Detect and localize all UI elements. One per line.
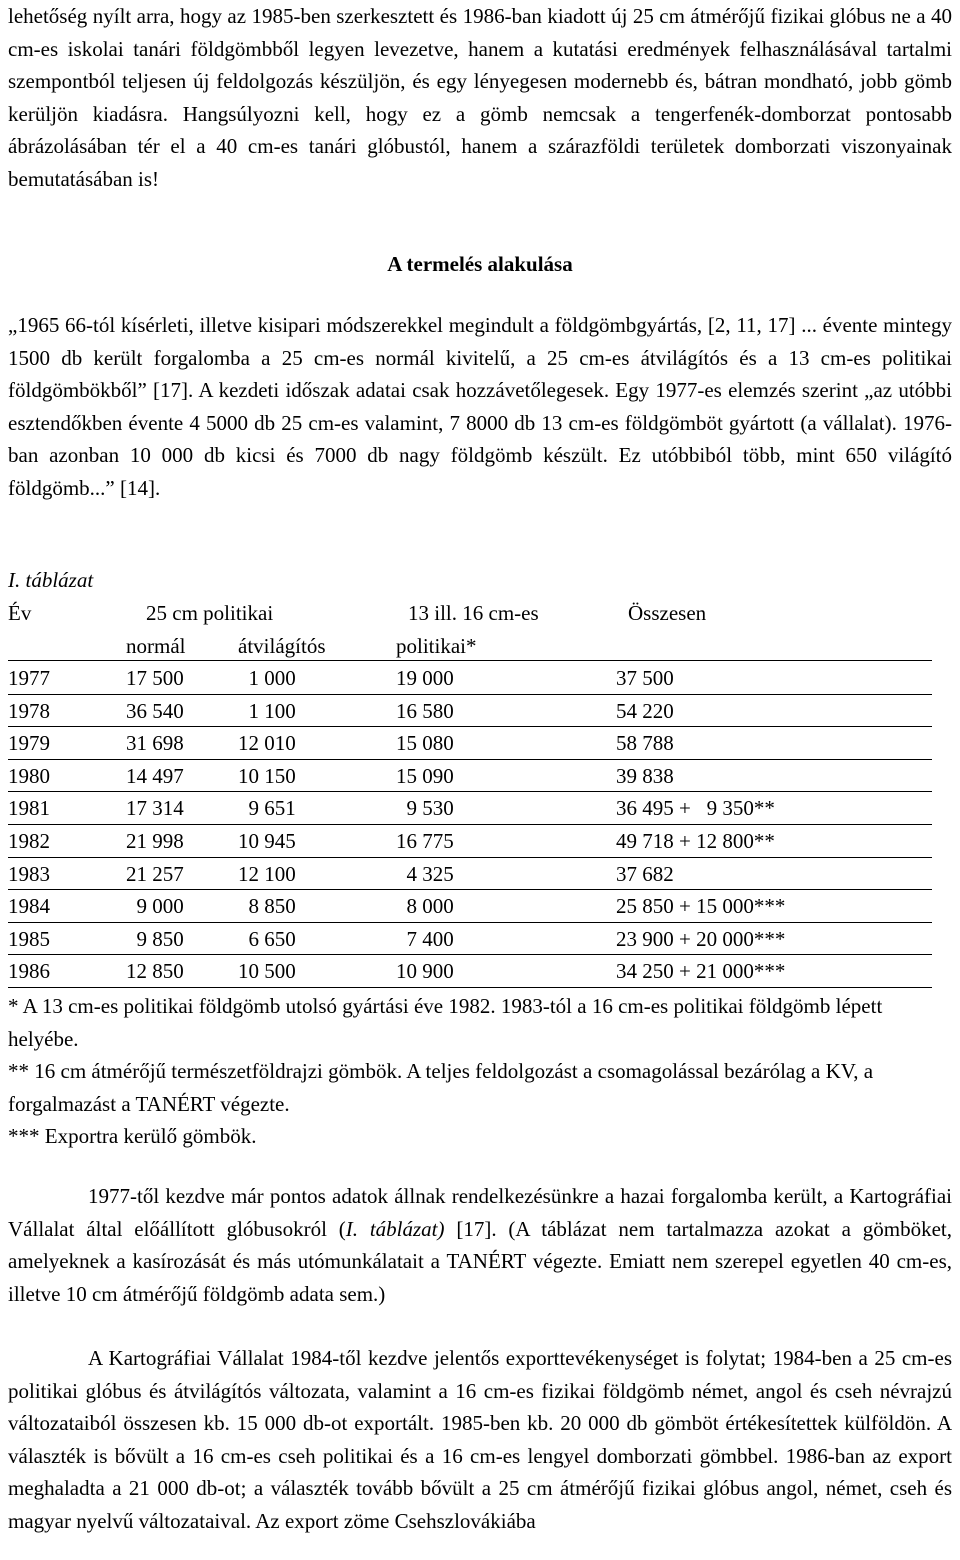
cell-year: 1977 (8, 666, 50, 690)
cell-politikai: 4 325 (396, 861, 454, 886)
table-footnote: ** 16 cm átmérőjű természetföldrajzi gömbök. A teljes feldolgozást a csomagolással bezárólag a KV, a forgalmazást a TANÉRT végezte. (8, 1059, 874, 1116)
table-row (8, 955, 952, 988)
table-label: I. táblázat (8, 568, 94, 592)
table-reference: I. táblázat) (345, 1216, 445, 1241)
cell-total: 54 220 (616, 698, 674, 723)
table-row (8, 890, 952, 923)
cell-normal: 9 850 (126, 926, 184, 951)
cell-total: 34 250 + 21 000*** (616, 959, 786, 984)
cell-atvilagitos: 10 500 (238, 959, 296, 984)
cell-politikai: 16 775 (396, 829, 454, 853)
table-row (8, 727, 952, 760)
cell-total: 39 838 (616, 763, 674, 788)
cell-total: 37 682 (616, 861, 674, 886)
table-header-row-1 (8, 597, 952, 630)
header-atvilagitos: átvilágítós (238, 634, 326, 658)
paragraph-1977-text-b: [17]. (A táblázat nem tartalmazza azokat a gömböket, amelyeknek a kasírozását és más utómunkálatait a TANÉRT végezte. Emiatt nem szerepel egyetlen 40 cm-es, illetve 10 cm átmérőjű földgömb adata sem.) (8, 1216, 952, 1306)
cell-normal: 12 850 (126, 959, 184, 984)
header-total: Összesen (628, 601, 707, 625)
header-13-16cm: 13 ill. 16 cm-es (408, 601, 539, 625)
table-rule (8, 987, 932, 988)
table-row (8, 760, 952, 793)
cell-politikai: 15 090 (396, 763, 454, 788)
cell-politikai: 19 000 (396, 666, 454, 690)
cell-normal: 21 998 (126, 829, 184, 853)
cell-total: 25 850 + 15 000*** (616, 894, 786, 919)
cell-year: 1979 (8, 731, 50, 756)
cell-total: 36 495 + 9 350** (616, 796, 775, 821)
paragraph-production-quote: „1965 66-tól kísérleti, illetve kisipari módszerekkel megindult a földgömbgyártás, [2, 11, 17] ... évente mintegy 1500 db került forgalomba a 25 cm-es normál kivitelű, a 25 cm-es átvilágítós és a 13 cm-es politikai földgömbökből” [17]. A kezdeti időszak adatai csak hozzávetőlegesek. Egy 1977-es elemzés szerint „az utóbbi esztendőkben évente 4 5000 db 25 cm-es valamint, 7 8000 db 13 cm-es földgömböt gyártott (a vállalat). 1976-ban azonban 10 000 db kicsi és 7000 db nagy földgömb készült. Ez utóbbiból több, mint 650 világító földgömb...” [14]. (8, 313, 952, 500)
cell-total: 37 500 (616, 666, 674, 690)
cell-year: 1983 (8, 861, 50, 886)
cell-atvilagitos: 8 850 (238, 894, 296, 919)
cell-atvilagitos: 6 650 (238, 926, 296, 951)
cell-normal: 9 000 (126, 894, 184, 919)
paragraph-1977-data (8, 1180, 952, 1310)
cell-atvilagitos: 10 945 (238, 829, 296, 853)
cell-atvilagitos: 1 000 (238, 666, 296, 690)
cell-year: 1980 (8, 763, 50, 788)
table-row (8, 662, 952, 695)
cell-year: 1978 (8, 698, 50, 723)
table-row (8, 923, 952, 956)
cell-politikai: 16 580 (396, 698, 454, 723)
header-25cm-politikai: 25 cm politikai (146, 601, 274, 625)
header-year: Év (8, 601, 32, 625)
cell-normal: 31 698 (126, 731, 184, 756)
table-footnote: * A 13 cm-es politikai földgömb utolsó gyártási éve 1982. 1983-tól a 16 cm-es politikai földgömb lépett helyébe. (8, 994, 883, 1051)
cell-normal: 36 540 (126, 698, 184, 723)
cell-politikai: 8 000 (396, 894, 454, 919)
table-rule (8, 660, 932, 661)
header-normal: normál (126, 634, 186, 658)
cell-year: 1981 (8, 796, 50, 821)
cell-normal: 14 497 (126, 763, 184, 788)
paragraph-globe-intro: lehetőség nyílt arra, hogy az 1985-ben szerkesztett és 1986-ban kiadott új 25 cm átmérőjű fizikai glóbus ne a 40 cm-es iskolai tanári földgömbből legyen levezetve, hanem a kutatási eredmények felhasználásával tartalmi szempontból teljesen új feldolgozás készüljön, és egy lényegesen modernebb és, bátran mondható, jobb gömb kerüljön kiadásra. Hangsúlyozni kell, hogy ez a gömb nemcsak a tengerfenék-domborzat pontosabb ábrázolásában tér el a 40 cm-es tanári glóbustól, hanem a szárazföldi területek domborzati viszonyainak bemutatásában is! (8, 4, 952, 191)
cell-atvilagitos: 10 150 (238, 763, 296, 788)
paragraph-export: A Kartográfiai Vállalat 1984-től kezdve jelentős exporttevékenységet is folytat; 1984-ben a 25 cm-es politikai glóbus és átvilágítós változata, valamint a 16 cm-es fizikai földgömb német, angol és cseh névrajzú változataiból összesen kb. 15 000 db-ot exportált. 1985-ben kb. 20 000 db gömböt értékesítettek külföldön. A választék is bővült a 16 cm-es cseh politikai és a 16 cm-es lengyel domborzati gömbbel. 1986-ban az export meghaladta a 21 000 db-ot; a választék tovább bővült a 25 cm átmérőjű fizikai glóbus angol, német, cseh és magyar nyelvű változataival. Az export zöme Csehszlovákiába (8, 1346, 952, 1533)
cell-normal: 17 500 (126, 666, 184, 690)
table-header-row-2 (8, 630, 952, 663)
cell-year: 1982 (8, 829, 50, 853)
cell-total: 23 900 + 20 000*** (616, 926, 786, 951)
paragraph-1977-text-a: 1977-től kezdve már pontos adatok állnak rendelkezésünkre a hazai forgalomba került, a Kartográfiai Vállalat által előállított glóbusokról ( (8, 1184, 952, 1241)
cell-atvilagitos: 12 010 (238, 731, 296, 756)
cell-year: 1984 (8, 894, 50, 919)
cell-year: 1985 (8, 926, 50, 951)
cell-politikai: 9 530 (396, 796, 454, 821)
table-row (8, 858, 952, 891)
cell-year: 1986 (8, 959, 50, 984)
cell-normal: 17 314 (126, 796, 184, 821)
cell-total: 58 788 (616, 731, 674, 756)
cell-normal: 21 257 (126, 861, 184, 886)
table-row (8, 695, 952, 728)
header-politikai: politikai* (396, 634, 477, 658)
table-row (8, 825, 952, 858)
cell-atvilagitos: 12 100 (238, 861, 296, 886)
cell-politikai: 10 900 (396, 959, 454, 984)
cell-total: 49 718 + 12 800** (616, 829, 775, 853)
cell-politikai: 15 080 (396, 731, 454, 756)
cell-atvilagitos: 9 651 (238, 796, 296, 821)
cell-politikai: 7 400 (396, 926, 454, 951)
cell-atvilagitos: 1 100 (238, 698, 296, 723)
section-heading: A termelés alakulása (387, 252, 573, 276)
table-row (8, 792, 952, 825)
table-footnote: *** Exportra kerülő gömbök. (8, 1124, 257, 1148)
